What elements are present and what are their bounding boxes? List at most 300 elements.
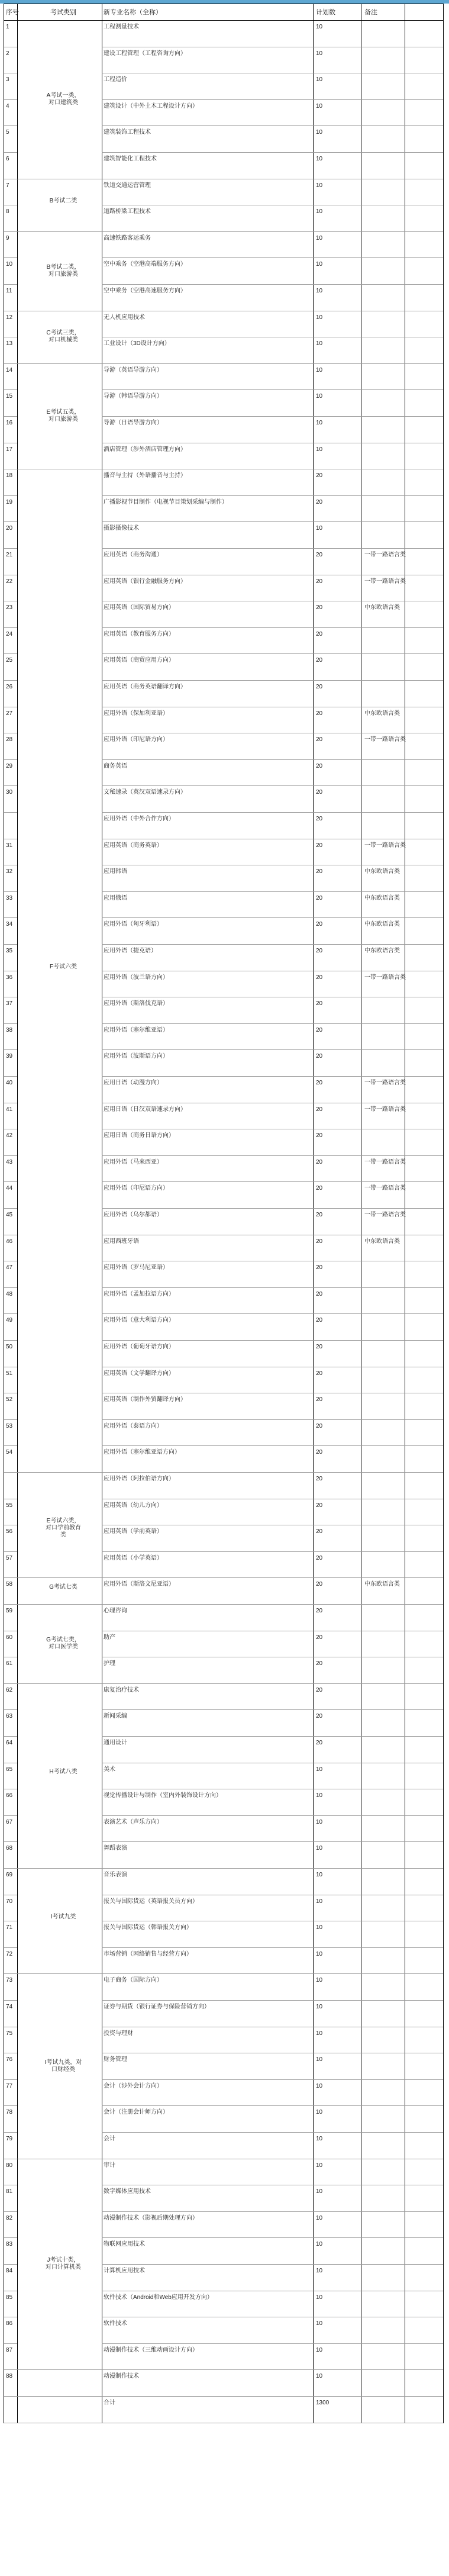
row-major-name: 应用外语（波斯语方向） xyxy=(104,1053,169,1060)
row-major-name: 应用韩语 xyxy=(104,868,127,875)
row-serial: 74 xyxy=(6,2004,13,2010)
row-major-name: 电子商务（国际方向） xyxy=(104,1977,163,1984)
category-cell: B考试二类，对口旅游类 xyxy=(46,263,80,278)
row-major-name: 音乐表演 xyxy=(104,1872,127,1878)
category-cell: E考试六类，对口学前教育类 xyxy=(46,1518,81,1539)
row-major-name: 应用英语（银行金融服务方向） xyxy=(104,578,186,585)
row-major-name: 应用外语（葡萄牙语方向） xyxy=(104,1344,175,1350)
row-plan-count: 20 xyxy=(316,1185,323,1192)
row-major-name: 导游（日语导游方向） xyxy=(104,420,163,426)
row-serial: 50 xyxy=(6,1344,13,1350)
row-note: 中东欧语言类 xyxy=(364,1581,400,1588)
row-major-name: 应用外语（捷克语） xyxy=(104,948,157,954)
row-serial: 76 xyxy=(6,2056,13,2063)
row-plan-count: 20 xyxy=(316,1608,323,1614)
row-major-name: 应用外语（匈牙利语） xyxy=(104,921,163,928)
row-serial: 12 xyxy=(6,314,13,321)
row-serial: 42 xyxy=(6,1132,13,1139)
row-plan-count: 10 xyxy=(316,2373,323,2380)
row-major-name: 空中乘务（空港高速服务方向） xyxy=(104,288,186,294)
row-major-name: 会计 xyxy=(104,2136,115,2142)
row-major-name: 投资与理财 xyxy=(104,2030,133,2037)
header-major: 新专业名称（全称） xyxy=(104,9,162,16)
row-major-name: 应用西班牙语 xyxy=(104,1238,139,1245)
row-major-name: 应用英语（商务英语翻译方向） xyxy=(104,684,186,690)
row-plan-count: 20 xyxy=(316,1264,323,1271)
row-plan-count: 20 xyxy=(316,498,323,505)
row-serial: 51 xyxy=(6,1370,13,1377)
category-cell: I考试九类 xyxy=(50,1914,76,1921)
row-plan-count: 20 xyxy=(316,1238,323,1245)
category-cell: H考试八类 xyxy=(49,1768,77,1775)
row-serial: 7 xyxy=(6,182,9,189)
row-plan-count: 20 xyxy=(316,630,323,637)
row-major-name: 应用外语（斯洛文尼亚语） xyxy=(104,1581,175,1588)
row-note: 一带一路语言类 xyxy=(364,1185,406,1192)
row-major-name: 应用外语（塞尔维亚语方向） xyxy=(104,1449,180,1456)
row-serial: 29 xyxy=(6,762,13,769)
row-plan-count: 20 xyxy=(316,1502,323,1509)
row-major-name: 应用英语（国际贸易方向） xyxy=(104,604,175,611)
row-major-name: 物联网应用技术 xyxy=(104,2241,145,2248)
row-serial: 43 xyxy=(6,1158,13,1165)
row-plan-count: 20 xyxy=(316,684,323,690)
row-major-name: 新闻采编 xyxy=(104,1713,127,1720)
header-category: 考试类别 xyxy=(50,9,76,16)
row-serial: 15 xyxy=(6,393,13,400)
row-major-name: 会计（涉外会计方向） xyxy=(104,2082,163,2089)
row-plan-count: 20 xyxy=(316,1554,323,1561)
row-plan-count: 20 xyxy=(316,1212,323,1218)
row-serial: 68 xyxy=(6,1845,13,1852)
row-plan-count: 20 xyxy=(316,1026,323,1033)
row-major-name: 应用外语（乌尔都语） xyxy=(104,1212,163,1218)
row-plan-count: 10 xyxy=(316,1792,323,1799)
row-major-name: 应用外语（意大利语方向） xyxy=(104,1317,175,1324)
row-note: 一带一路语言类 xyxy=(364,1212,406,1218)
row-plan-count: 10 xyxy=(316,24,323,30)
row-major-name: 动漫制作技术（影视后期处理方向） xyxy=(104,2214,198,2221)
row-plan-count: 10 xyxy=(316,1924,323,1931)
row-serial: 27 xyxy=(6,710,13,717)
row-plan-count: 20 xyxy=(316,657,323,664)
row-serial: 35 xyxy=(6,948,13,954)
row-major-name: 应用英语（商务沟通） xyxy=(104,552,163,558)
row-serial: 77 xyxy=(6,2082,13,2089)
row-major-name: 数字媒体应用技术 xyxy=(104,2188,151,2195)
row-major-name: 舞蹈表演 xyxy=(104,1845,127,1852)
row-plan-count: 10 xyxy=(316,182,323,189)
row-major-name: 铁道交通运营管理 xyxy=(104,182,151,189)
row-plan-count: 20 xyxy=(316,842,323,849)
row-serial: 3 xyxy=(6,76,9,83)
row-major-name: 证券与期货（银行证券与保险营销方向） xyxy=(104,2004,210,2010)
row-serial: 18 xyxy=(6,472,13,479)
row-serial: 14 xyxy=(6,366,13,373)
row-note: 中东欧语言类 xyxy=(364,948,400,954)
row-plan-count: 10 xyxy=(316,2004,323,2010)
row-plan-count: 20 xyxy=(316,1053,323,1060)
row-serial: 19 xyxy=(6,498,13,505)
row-serial: 13 xyxy=(6,340,13,347)
row-major-name: 财务管理 xyxy=(104,2056,127,2063)
row-serial: 26 xyxy=(6,684,13,690)
row-note: 一带一路语言类 xyxy=(364,736,406,743)
row-serial: 32 xyxy=(6,868,13,875)
header-note: 备注 xyxy=(364,9,377,16)
row-plan-count: 10 xyxy=(316,2214,323,2221)
row-plan-count: 10 xyxy=(316,50,323,57)
row-major-name: 应用外语（塞尔维亚语） xyxy=(104,1026,169,1033)
row-plan-count: 20 xyxy=(316,948,323,954)
row-major-name: 酒店管理（涉外酒店管理方向） xyxy=(104,446,186,453)
row-note: 一带一路语言类 xyxy=(364,1080,406,1086)
row-major-name: 广播影视节目制作（电视节目策划采编与制作） xyxy=(104,498,228,505)
row-plan-count: 10 xyxy=(316,1950,323,1957)
row-major-name: 视觉传播设计与制作（室内外装饰设计方向） xyxy=(104,1792,222,1799)
row-major-name: 工程测量技术 xyxy=(104,24,139,30)
row-major-name: 软件技术（Android和Web应用开发方向） xyxy=(104,2294,213,2301)
row-plan-count: 20 xyxy=(316,1106,323,1113)
row-major-name: 建筑智能化工程技术 xyxy=(104,156,157,162)
row-serial: 53 xyxy=(6,1422,13,1429)
row-plan-count: 20 xyxy=(316,1660,323,1667)
row-note: 中东欧语言类 xyxy=(364,604,400,611)
row-major-name: 导游（韩语导游方向） xyxy=(104,393,163,400)
category-cell: A考试一类，对口建筑类 xyxy=(46,92,80,106)
row-plan-count: 20 xyxy=(316,816,323,822)
row-major-name: 应用外语（斯洛伐克语） xyxy=(104,1000,169,1007)
row-serial: 84 xyxy=(6,2268,13,2274)
row-plan-count: 10 xyxy=(316,2109,323,2116)
row-major-name: 报关与国际货运（韩语报关方向） xyxy=(104,1924,192,1931)
row-serial: 11 xyxy=(6,288,12,294)
row-major-name: 应用日语（日汉双语速录方向） xyxy=(104,1106,186,1113)
row-serial: 57 xyxy=(6,1554,13,1561)
row-note: 一带一路语言类 xyxy=(364,578,406,585)
row-plan-count: 20 xyxy=(316,1740,323,1746)
row-major-name: 导游（英语导游方向） xyxy=(104,366,163,373)
row-note: 中东欧语言类 xyxy=(364,921,400,928)
row-serial: 8 xyxy=(6,208,9,215)
row-serial: 17 xyxy=(6,446,13,453)
row-major-name: 应用英语（幼儿方向） xyxy=(104,1502,163,1509)
row-plan-count: 10 xyxy=(316,1766,323,1773)
header-serial: 序号 xyxy=(6,9,19,16)
row-major-name: 报关与国际货运（英语报关员方向） xyxy=(104,1898,198,1905)
row-plan-count: 10 xyxy=(316,1898,323,1905)
row-serial: 81 xyxy=(6,2188,13,2195)
row-major-name: 应用英语（商贸应用方向） xyxy=(104,657,175,664)
row-note: 一带一路语言类 xyxy=(364,1158,406,1165)
row-plan-count: 10 xyxy=(316,261,323,268)
row-serial: 28 xyxy=(6,736,13,743)
row-plan-count: 20 xyxy=(316,1581,323,1588)
row-plan-count: 20 xyxy=(316,604,323,611)
row-major-name: 软件技术 xyxy=(104,2320,127,2327)
row-major-name: 应用俄语 xyxy=(104,894,127,901)
row-plan-count: 10 xyxy=(316,2136,323,2142)
row-major-name: 合计 xyxy=(104,2400,115,2406)
row-major-name: 应用日语（动漫方向） xyxy=(104,1080,163,1086)
row-major-name: 护理 xyxy=(104,1660,115,1667)
row-major-name: 心理咨询 xyxy=(104,1608,127,1614)
row-serial: 46 xyxy=(6,1238,13,1245)
row-major-name: 高速铁路客运乘务 xyxy=(104,234,151,242)
category-cell: F考试六类 xyxy=(49,963,77,970)
row-serial: 70 xyxy=(6,1898,13,1905)
row-serial: 20 xyxy=(6,525,13,532)
row-serial: 88 xyxy=(6,2373,13,2380)
row-serial: 82 xyxy=(6,2214,13,2221)
row-serial: 56 xyxy=(6,1528,13,1535)
row-plan-count: 20 xyxy=(316,1290,323,1297)
row-major-name: 工业设计（3D设计方向） xyxy=(104,340,170,347)
category-cell: I考试九类，对口财经类 xyxy=(44,2059,82,2073)
row-major-name: 通用设计 xyxy=(104,1740,127,1746)
table-cells xyxy=(4,4,443,2423)
row-serial: 30 xyxy=(6,789,13,796)
row-plan-count: 10 xyxy=(316,366,323,373)
row-plan-count: 20 xyxy=(316,472,323,479)
row-plan-count: 20 xyxy=(316,762,323,769)
row-plan-count: 10 xyxy=(316,525,323,532)
category-cell: G考试七类，对口医学类 xyxy=(46,1636,80,1650)
row-serial: 79 xyxy=(6,2136,13,2142)
row-major-name: 助产 xyxy=(104,1634,115,1641)
row-plan-count: 10 xyxy=(316,208,323,215)
category-cell: C考试三类，对口机械类 xyxy=(46,330,80,344)
row-serial: 75 xyxy=(6,2030,13,2037)
row-note: 一带一路语言类 xyxy=(364,842,406,849)
row-plan-count: 20 xyxy=(316,1317,323,1324)
row-major-name: 动漫制作技术 xyxy=(104,2373,139,2380)
row-plan-count: 20 xyxy=(316,1080,323,1086)
row-plan-count: 10 xyxy=(316,76,323,83)
row-major-name: 文秘速录（英汉双语速录方向） xyxy=(104,789,186,796)
row-major-name: 无人机应用技术 xyxy=(104,314,145,321)
row-major-name: 建筑设计（中外土木工程设计方向） xyxy=(104,102,198,110)
row-major-name: 商务英语 xyxy=(104,762,127,769)
row-major-name: 应用英语（小学英语） xyxy=(104,1554,163,1561)
row-major-name: 应用外语（保加利亚语） xyxy=(104,710,169,717)
row-plan-count: 10 xyxy=(316,2162,323,2169)
row-plan-count: 20 xyxy=(316,1158,323,1165)
row-major-name: 应用英语（商务英语） xyxy=(104,842,163,849)
row-major-name: 审计 xyxy=(104,2162,115,2169)
row-plan-count: 10 xyxy=(316,420,323,426)
row-serial: 59 xyxy=(6,1608,13,1614)
row-serial: 71 xyxy=(6,1924,13,1931)
row-major-name: 计算机应用技术 xyxy=(104,2268,145,2274)
row-major-name: 康复治疗技术 xyxy=(104,1686,139,1693)
row-serial: 83 xyxy=(6,2241,13,2248)
row-plan-count: 10 xyxy=(316,288,323,294)
row-serial: 85 xyxy=(6,2294,13,2301)
row-plan-count: 20 xyxy=(316,974,323,981)
row-plan-count: 10 xyxy=(316,2320,323,2327)
row-major-name: 应用英语（学前英语） xyxy=(104,1528,163,1535)
row-serial: 44 xyxy=(6,1185,13,1192)
row-serial: 4 xyxy=(6,102,9,110)
row-major-name: 建筑装饰工程技术 xyxy=(104,129,151,136)
row-major-name: 应用英语（文学翻译方向） xyxy=(104,1370,175,1377)
row-serial: 58 xyxy=(6,1581,13,1588)
row-plan-count: 10 xyxy=(316,129,323,136)
row-serial: 61 xyxy=(6,1660,13,1667)
row-plan-count: 10 xyxy=(316,2030,323,2037)
row-plan-count: 20 xyxy=(316,1132,323,1139)
row-major-name: 动漫制作技术（三维动画设计方向） xyxy=(104,2346,198,2353)
row-major-name: 应用外语（罗马尼亚语） xyxy=(104,1264,169,1271)
row-plan-count: 10 xyxy=(316,314,323,321)
row-plan-count: 10 xyxy=(316,102,323,110)
row-plan-count: 20 xyxy=(316,1528,323,1535)
header-plan: 计划数 xyxy=(316,9,335,16)
row-plan-count: 10 xyxy=(316,393,323,400)
row-major-name: 摄影摄像技术 xyxy=(104,525,139,532)
row-serial: 86 xyxy=(6,2320,13,2327)
row-major-name: 表演艺术（声乐方向） xyxy=(104,1818,163,1825)
row-plan-count: 20 xyxy=(316,1000,323,1007)
row-plan-count: 10 xyxy=(316,2268,323,2274)
row-plan-count: 20 xyxy=(316,552,323,558)
row-note: 中东欧语言类 xyxy=(364,1238,400,1245)
row-serial: 31 xyxy=(6,842,13,849)
row-plan-count: 10 xyxy=(316,2241,323,2248)
row-plan-count: 20 xyxy=(316,1476,323,1482)
row-serial: 36 xyxy=(6,974,13,981)
row-major-name: 建设工程管理（工程咨询方向） xyxy=(104,50,186,57)
row-major-name: 应用日语（商务日语方向） xyxy=(104,1132,175,1139)
row-serial: 33 xyxy=(6,894,13,901)
row-serial: 54 xyxy=(6,1449,13,1456)
row-plan-count: 10 xyxy=(316,340,323,347)
category-cell: J考试十类，对口计算机类 xyxy=(46,2257,81,2271)
category-cell: G考试七类 xyxy=(49,1583,77,1590)
row-plan-count: 10 xyxy=(316,1977,323,1984)
row-plan-count: 20 xyxy=(316,578,323,585)
row-serial: 16 xyxy=(6,420,13,426)
row-plan-count: 20 xyxy=(316,789,323,796)
row-major-name: 应用外语（波兰语方向） xyxy=(104,974,169,981)
row-serial: 72 xyxy=(6,1950,13,1957)
row-serial: 40 xyxy=(6,1080,13,1086)
row-plan-count: 10 xyxy=(316,1845,323,1852)
row-serial: 37 xyxy=(6,1000,13,1007)
row-plan-count: 10 xyxy=(316,2346,323,2353)
row-note: 中东欧语言类 xyxy=(364,894,400,901)
row-plan-count: 20 xyxy=(316,868,323,875)
row-serial: 38 xyxy=(6,1026,13,1033)
category-cell: E考试五类，对口旅游类 xyxy=(46,409,80,423)
row-major-name: 应用外语（印尼语方向） xyxy=(104,736,169,743)
row-plan-count: 10 xyxy=(316,2294,323,2301)
row-plan-count: 10 xyxy=(316,2188,323,2195)
row-major-name: 应用外语（印尼语方向） xyxy=(104,1185,169,1192)
row-plan-count: 10 xyxy=(316,2056,323,2063)
row-serial: 45 xyxy=(6,1212,13,1218)
row-major-name: 应用外语（泰语方向） xyxy=(104,1422,163,1429)
row-serial: 49 xyxy=(6,1317,13,1324)
row-serial: 73 xyxy=(6,1977,13,1984)
row-major-name: 道路桥梁工程技术 xyxy=(104,208,151,215)
row-plan-count: 20 xyxy=(316,736,323,743)
row-plan-count: 20 xyxy=(316,1634,323,1641)
row-serial: 39 xyxy=(6,1053,13,1060)
row-plan-count: 10 xyxy=(316,156,323,162)
row-serial: 6 xyxy=(6,156,9,162)
row-serial: 52 xyxy=(6,1396,13,1403)
row-serial: 5 xyxy=(6,129,9,136)
row-major-name: 播音与主持（外语播音与主持） xyxy=(104,472,186,479)
row-serial: 9 xyxy=(6,234,9,242)
row-serial: 24 xyxy=(6,630,13,637)
row-note: 一带一路语言类 xyxy=(364,552,406,558)
row-plan-count: 10 xyxy=(316,446,323,453)
row-serial: 66 xyxy=(6,1792,13,1799)
enrollment-plan-table xyxy=(4,4,444,2423)
row-serial: 64 xyxy=(6,1740,13,1746)
row-plan-count: 1300 xyxy=(316,2400,330,2406)
row-plan-count: 10 xyxy=(316,2082,323,2089)
row-plan-count: 20 xyxy=(316,921,323,928)
row-serial: 55 xyxy=(6,1502,13,1509)
row-major-name: 应用英语（教育服务方向） xyxy=(104,630,175,637)
row-serial: 62 xyxy=(6,1686,13,1693)
row-serial: 22 xyxy=(6,578,13,585)
row-note: 一带一路语言类 xyxy=(364,974,406,981)
row-serial: 25 xyxy=(6,657,13,664)
row-plan-count: 10 xyxy=(316,1818,323,1825)
row-serial: 63 xyxy=(6,1713,13,1720)
row-plan-count: 20 xyxy=(316,1713,323,1720)
row-serial: 80 xyxy=(6,2162,13,2169)
row-major-name: 应用外语（中外合作方向） xyxy=(104,816,175,822)
row-plan-count: 20 xyxy=(316,1344,323,1350)
row-major-name: 应用英语（制作外贸翻译方向） xyxy=(104,1396,186,1403)
row-major-name: 应用外语（孟加拉语方向） xyxy=(104,1290,175,1297)
row-plan-count: 10 xyxy=(316,234,323,242)
row-major-name: 市场营销（网络销售与经营方向） xyxy=(104,1950,192,1957)
row-serial: 65 xyxy=(6,1766,13,1773)
row-serial: 87 xyxy=(6,2346,13,2353)
row-plan-count: 20 xyxy=(316,1370,323,1377)
row-serial: 67 xyxy=(6,1818,13,1825)
row-plan-count: 20 xyxy=(316,1396,323,1403)
row-major-name: 应用外语（阿拉伯语方向） xyxy=(104,1476,175,1482)
row-note: 中东欧语言类 xyxy=(364,868,400,875)
row-serial: 69 xyxy=(6,1872,13,1878)
row-serial: 21 xyxy=(6,552,13,558)
row-plan-count: 20 xyxy=(316,710,323,717)
row-serial: 78 xyxy=(6,2109,13,2116)
row-plan-count: 20 xyxy=(316,1422,323,1429)
row-note: 一带一路语言类 xyxy=(364,1106,406,1113)
row-plan-count: 20 xyxy=(316,1686,323,1693)
row-serial: 60 xyxy=(6,1634,13,1641)
row-serial: 48 xyxy=(6,1290,13,1297)
row-major-name: 应用外语（马来西亚） xyxy=(104,1158,163,1165)
row-plan-count: 20 xyxy=(316,1449,323,1456)
category-cell: B考试二类 xyxy=(49,198,77,205)
row-serial: 23 xyxy=(6,604,13,611)
row-plan-count: 20 xyxy=(316,894,323,901)
row-serial: 10 xyxy=(6,261,13,268)
row-serial: 2 xyxy=(6,50,9,57)
row-plan-count: 10 xyxy=(316,1872,323,1878)
row-serial: 1 xyxy=(6,24,9,30)
